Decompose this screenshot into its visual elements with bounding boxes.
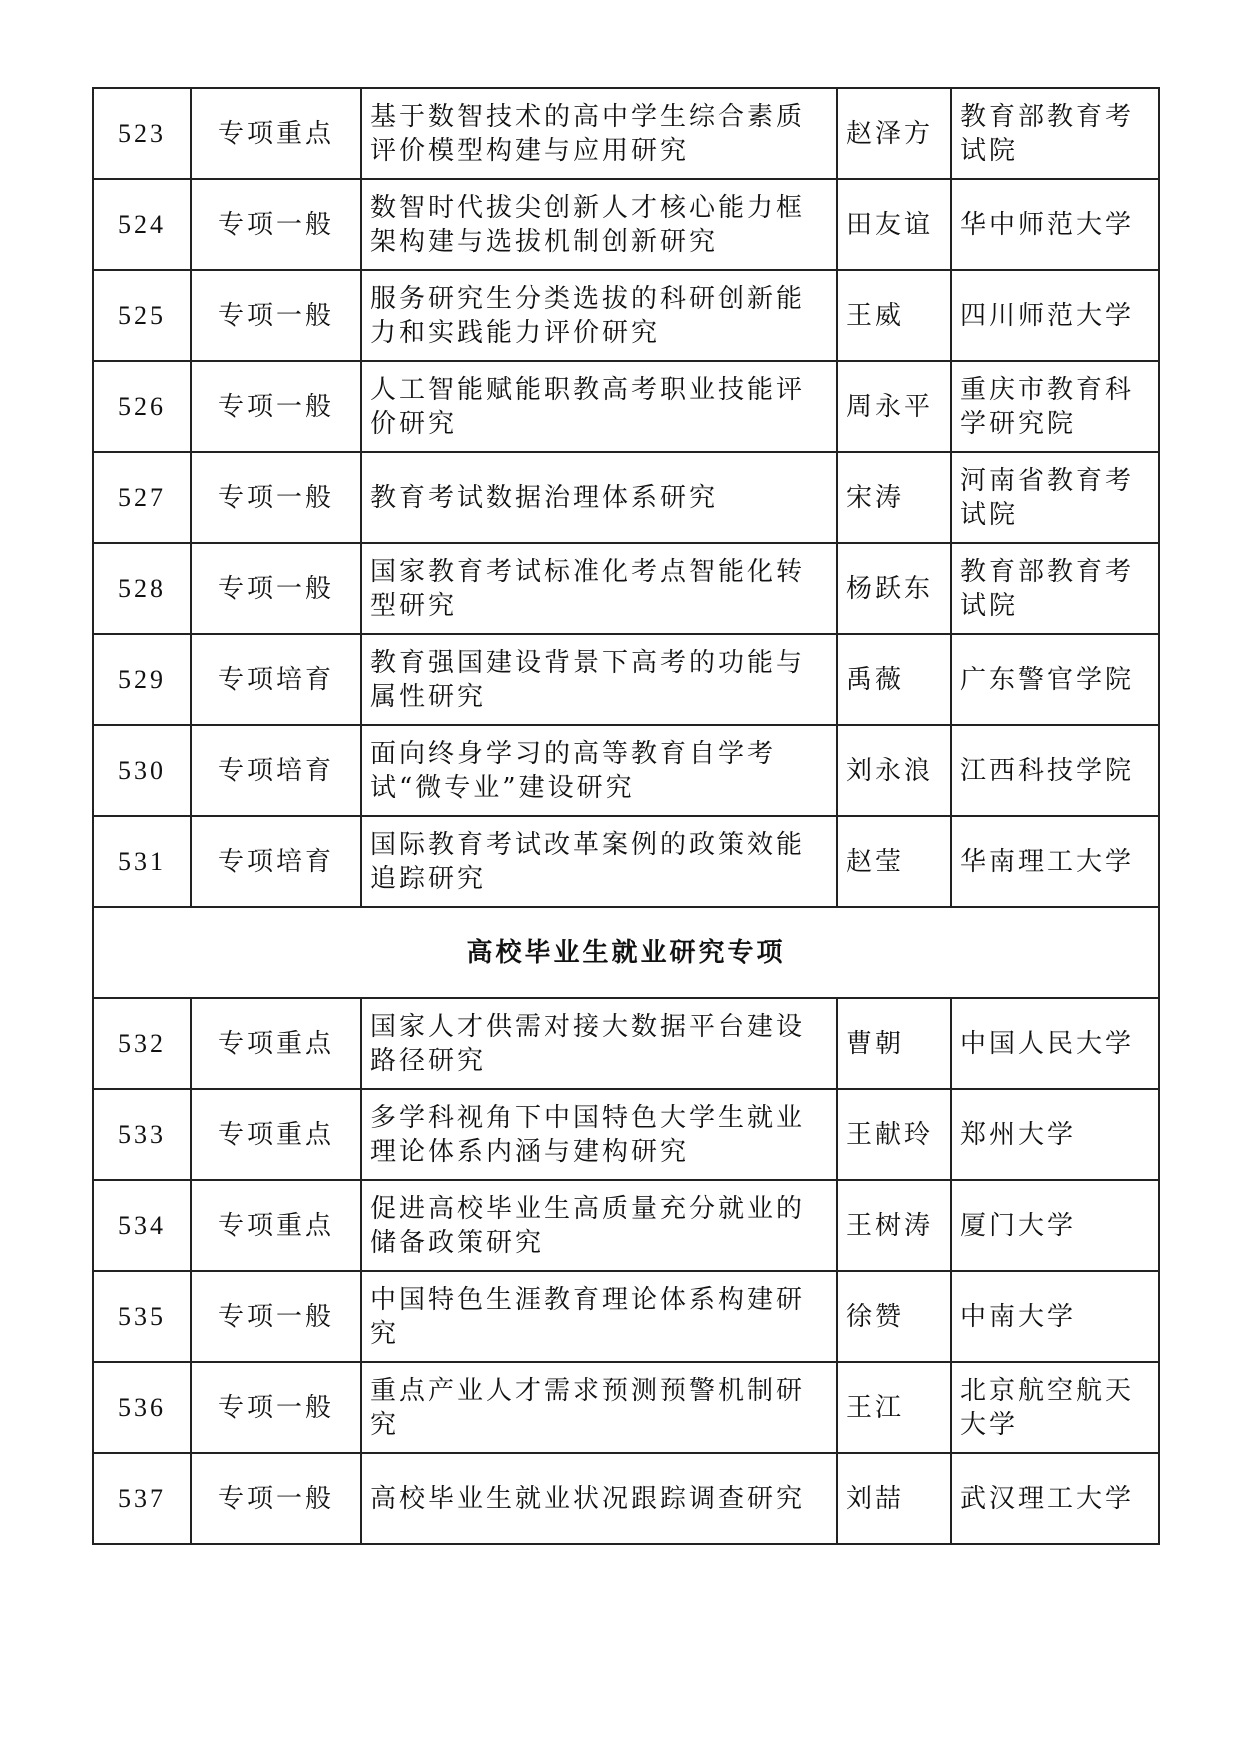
- table-row: [93, 361, 1159, 452]
- table-row: [93, 634, 1159, 725]
- project-organization: 教育部教育考试院: [951, 88, 1159, 179]
- project-leader: 田友谊: [837, 179, 951, 270]
- table-row: [93, 88, 1159, 179]
- project-organization: 江西科技学院: [951, 725, 1159, 816]
- project-number: 524: [93, 179, 191, 270]
- project-category: 专项一般: [191, 1362, 361, 1453]
- project-organization: 华中师范大学: [951, 179, 1159, 270]
- project-title: 高校毕业生就业状况跟踪调查研究: [361, 1453, 837, 1544]
- project-category: 专项重点: [191, 1089, 361, 1180]
- project-category: 专项一般: [191, 1271, 361, 1362]
- section-heading: 高校毕业生就业研究专项: [93, 907, 1159, 998]
- table-row: [93, 1453, 1159, 1544]
- project-organization: 北京航空航天大学: [951, 1362, 1159, 1453]
- project-leader: 徐赞: [837, 1271, 951, 1362]
- project-list-table: [92, 87, 1160, 1545]
- project-leader: 禹薇: [837, 634, 951, 725]
- project-number: 528: [93, 543, 191, 634]
- project-number: 536: [93, 1362, 191, 1453]
- table-row: [93, 270, 1159, 361]
- project-category: 专项培育: [191, 725, 361, 816]
- project-leader: 赵泽方: [837, 88, 951, 179]
- project-category: 专项重点: [191, 998, 361, 1089]
- project-category: 专项一般: [191, 1453, 361, 1544]
- project-category: 专项重点: [191, 88, 361, 179]
- project-title: 人工智能赋能职教高考职业技能评价研究: [361, 361, 837, 452]
- project-leader: 曹朝: [837, 998, 951, 1089]
- project-title: 国家人才供需对接大数据平台建设路径研究: [361, 998, 837, 1089]
- project-number: 531: [93, 816, 191, 907]
- project-number: 535: [93, 1271, 191, 1362]
- table-row: [93, 179, 1159, 270]
- table-row: [93, 725, 1159, 816]
- project-number: 537: [93, 1453, 191, 1544]
- project-category: 专项一般: [191, 543, 361, 634]
- project-organization: 教育部教育考试院: [951, 543, 1159, 634]
- table-row: [93, 543, 1159, 634]
- project-organization: 武汉理工大学: [951, 1453, 1159, 1544]
- project-number: 527: [93, 452, 191, 543]
- project-title: 国家教育考试标准化考点智能化转型研究: [361, 543, 837, 634]
- table-row: [93, 452, 1159, 543]
- table-row: [93, 1362, 1159, 1453]
- project-title: 教育考试数据治理体系研究: [361, 452, 837, 543]
- table-row: [93, 816, 1159, 907]
- project-category: 专项重点: [191, 1180, 361, 1271]
- project-category: 专项培育: [191, 634, 361, 725]
- project-title: 重点产业人才需求预测预警机制研究: [361, 1362, 837, 1453]
- project-title: 国际教育考试改革案例的政策效能追踪研究: [361, 816, 837, 907]
- project-leader: 王树涛: [837, 1180, 951, 1271]
- project-number: 526: [93, 361, 191, 452]
- project-number: 525: [93, 270, 191, 361]
- section-heading-row: [93, 907, 1159, 998]
- table-row: [93, 1180, 1159, 1271]
- project-organization: 四川师范大学: [951, 270, 1159, 361]
- project-number: 529: [93, 634, 191, 725]
- project-number: 534: [93, 1180, 191, 1271]
- project-title: 中国特色生涯教育理论体系构建研究: [361, 1271, 837, 1362]
- project-category: 专项一般: [191, 270, 361, 361]
- project-title: 促进高校毕业生高质量充分就业的储备政策研究: [361, 1180, 837, 1271]
- project-leader: 周永平: [837, 361, 951, 452]
- project-number: 532: [93, 998, 191, 1089]
- project-leader: 赵莹: [837, 816, 951, 907]
- table-row: [93, 998, 1159, 1089]
- project-leader: 王献玲: [837, 1089, 951, 1180]
- project-leader: 王江: [837, 1362, 951, 1453]
- project-title: 多学科视角下中国特色大学生就业理论体系内涵与建构研究: [361, 1089, 837, 1180]
- project-category: 专项培育: [191, 816, 361, 907]
- project-leader: 宋涛: [837, 452, 951, 543]
- project-leader: 刘喆: [837, 1453, 951, 1544]
- project-organization: 厦门大学: [951, 1180, 1159, 1271]
- project-organization: 广东警官学院: [951, 634, 1159, 725]
- project-title: 教育强国建设背景下高考的功能与属性研究: [361, 634, 837, 725]
- project-leader: 王威: [837, 270, 951, 361]
- project-title: 基于数智技术的高中学生综合素质评价模型构建与应用研究: [361, 88, 837, 179]
- project-leader: 刘永浪: [837, 725, 951, 816]
- table-row: [93, 1089, 1159, 1180]
- project-organization: 中南大学: [951, 1271, 1159, 1362]
- project-organization: 重庆市教育科学研究院: [951, 361, 1159, 452]
- project-organization: 郑州大学: [951, 1089, 1159, 1180]
- project-category: 专项一般: [191, 179, 361, 270]
- project-number: 523: [93, 88, 191, 179]
- project-organization: 华南理工大学: [951, 816, 1159, 907]
- project-title: 数智时代拔尖创新人才核心能力框架构建与选拔机制创新研究: [361, 179, 837, 270]
- project-leader: 杨跃东: [837, 543, 951, 634]
- project-category: 专项一般: [191, 452, 361, 543]
- table-row: [93, 1271, 1159, 1362]
- project-number: 533: [93, 1089, 191, 1180]
- project-organization: 中国人民大学: [951, 998, 1159, 1089]
- project-title: 服务研究生分类选拔的科研创新能力和实践能力评价研究: [361, 270, 837, 361]
- project-organization: 河南省教育考试院: [951, 452, 1159, 543]
- project-title: 面向终身学习的高等教育自学考试“微专业”建设研究: [361, 725, 837, 816]
- project-number: 530: [93, 725, 191, 816]
- project-category: 专项一般: [191, 361, 361, 452]
